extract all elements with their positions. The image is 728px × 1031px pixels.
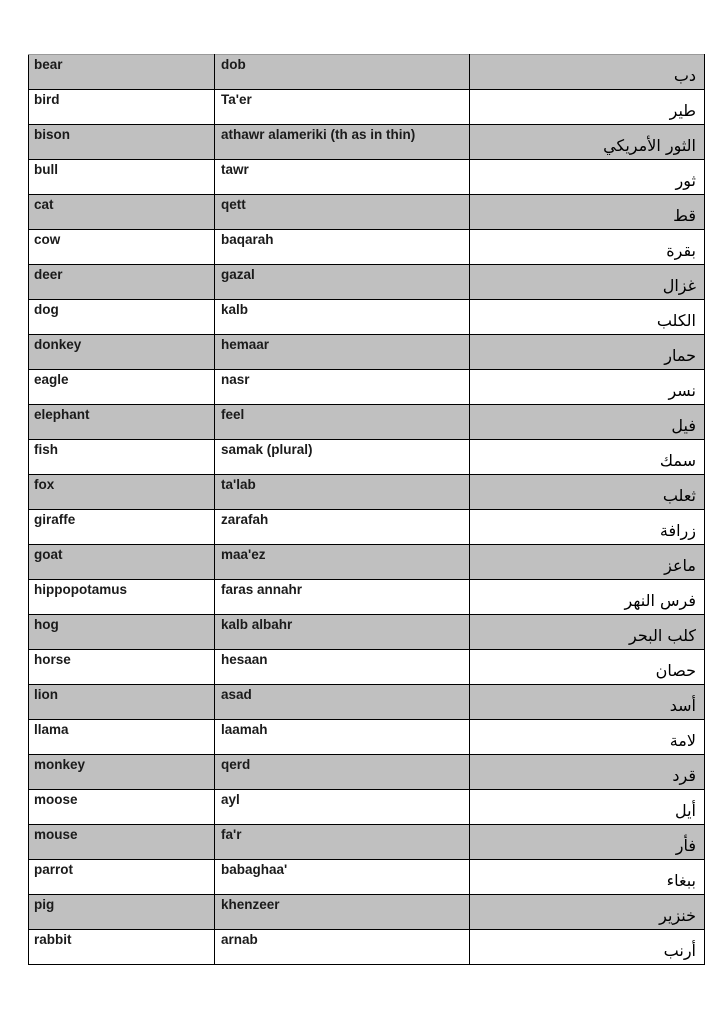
transliteration-cell — [215, 825, 470, 860]
arabic-cell — [470, 90, 705, 125]
transliteration: qett — [221, 197, 246, 212]
english-word: pig — [34, 897, 55, 912]
arabic-word: خنزير — [659, 906, 696, 925]
arabic-word: حصان — [655, 661, 696, 680]
transliteration-cell — [215, 685, 470, 720]
transliteration: kalb albahr — [221, 617, 293, 632]
table-row — [29, 685, 705, 720]
transliteration: ta'lab — [221, 477, 256, 492]
arabic-cell — [470, 895, 705, 930]
transliteration-cell — [215, 580, 470, 615]
english-cell — [29, 895, 215, 930]
english-word: moose — [34, 792, 78, 807]
english-cell — [29, 790, 215, 825]
arabic-word: زرافة — [659, 521, 696, 540]
arabic-word: دب — [673, 66, 696, 85]
english-word: monkey — [34, 757, 86, 772]
arabic-word: فيل — [671, 416, 696, 435]
table-row — [29, 860, 705, 895]
transliteration: fa'r — [221, 827, 242, 842]
animal-vocabulary-table — [28, 54, 705, 965]
english-cell — [29, 230, 215, 265]
transliteration-cell — [215, 160, 470, 195]
transliteration: gazal — [221, 267, 255, 282]
english-word: donkey — [34, 337, 82, 352]
transliteration: babaghaa' — [221, 862, 288, 877]
english-word: giraffe — [34, 512, 76, 527]
english-word: hippopotamus — [34, 582, 127, 597]
english-word: hog — [34, 617, 59, 632]
english-cell — [29, 510, 215, 545]
english-cell — [29, 440, 215, 475]
arabic-cell — [470, 300, 705, 335]
transliteration-cell — [215, 265, 470, 300]
english-word: llama — [34, 722, 69, 737]
transliteration: asad — [221, 687, 252, 702]
table-row — [29, 230, 705, 265]
table-row — [29, 370, 705, 405]
transliteration-cell — [215, 930, 470, 965]
english-cell — [29, 615, 215, 650]
transliteration: kalb — [221, 302, 249, 317]
table-row — [29, 545, 705, 580]
arabic-cell — [470, 335, 705, 370]
arabic-cell — [470, 650, 705, 685]
transliteration: qerd — [221, 757, 251, 772]
arabic-cell — [470, 370, 705, 405]
transliteration-cell — [215, 55, 470, 90]
english-cell — [29, 650, 215, 685]
arabic-word: كلب البحر — [628, 626, 696, 645]
table-row — [29, 90, 705, 125]
english-word: goat — [34, 547, 63, 562]
table-row — [29, 160, 705, 195]
arabic-word: أسد — [669, 696, 696, 715]
table-row — [29, 405, 705, 440]
english-cell — [29, 685, 215, 720]
english-cell — [29, 300, 215, 335]
arabic-word: ماعز — [664, 556, 696, 575]
english-word: mouse — [34, 827, 78, 842]
table-row — [29, 720, 705, 755]
arabic-word: ثعلب — [662, 486, 696, 505]
transliteration: faras annahr — [221, 582, 303, 597]
arabic-word: الثور الأمريكي — [603, 136, 696, 155]
transliteration: maa'ez — [221, 547, 266, 562]
english-word: horse — [34, 652, 71, 667]
arabic-word: فأر — [675, 836, 696, 855]
english-cell — [29, 475, 215, 510]
english-cell — [29, 265, 215, 300]
english-word: elephant — [34, 407, 90, 422]
transliteration: arnab — [221, 932, 258, 947]
arabic-cell — [470, 580, 705, 615]
transliteration-cell — [215, 790, 470, 825]
english-cell — [29, 860, 215, 895]
table-row — [29, 335, 705, 370]
arabic-cell — [470, 405, 705, 440]
english-word: deer — [34, 267, 63, 282]
table-row — [29, 300, 705, 335]
transliteration-cell — [215, 510, 470, 545]
arabic-word: بقرة — [666, 241, 696, 260]
transliteration: hesaan — [221, 652, 268, 667]
english-word: cat — [34, 197, 54, 212]
arabic-cell — [470, 510, 705, 545]
arabic-cell — [470, 265, 705, 300]
arabic-word: قرد — [672, 766, 696, 785]
transliteration: dob — [221, 57, 246, 72]
arabic-cell — [470, 685, 705, 720]
arabic-cell — [470, 615, 705, 650]
english-cell — [29, 335, 215, 370]
table-row — [29, 930, 705, 965]
table-row — [29, 650, 705, 685]
english-word: fish — [34, 442, 59, 457]
arabic-cell — [470, 930, 705, 965]
table-row — [29, 55, 705, 90]
english-word: fox — [34, 477, 55, 492]
english-word: rabbit — [34, 932, 72, 947]
english-word: bear — [34, 57, 63, 72]
table-row — [29, 510, 705, 545]
transliteration: baqarah — [221, 232, 274, 247]
transliteration-cell — [215, 90, 470, 125]
english-word: dog — [34, 302, 59, 317]
arabic-word: أيل — [674, 801, 696, 820]
english-cell — [29, 720, 215, 755]
english-word: bull — [34, 162, 58, 177]
transliteration-cell — [215, 615, 470, 650]
transliteration: feel — [221, 407, 245, 422]
english-word: lion — [34, 687, 58, 702]
transliteration-cell — [215, 650, 470, 685]
arabic-cell — [470, 440, 705, 475]
arabic-word: طير — [669, 101, 696, 120]
transliteration: laamah — [221, 722, 268, 737]
transliteration: zarafah — [221, 512, 269, 527]
table-row — [29, 755, 705, 790]
arabic-word: لامة — [669, 731, 696, 750]
transliteration-cell — [215, 125, 470, 160]
transliteration-cell — [215, 895, 470, 930]
english-cell — [29, 545, 215, 580]
english-word: parrot — [34, 862, 74, 877]
arabic-cell — [470, 160, 705, 195]
english-cell — [29, 580, 215, 615]
transliteration: ayl — [221, 792, 240, 807]
arabic-cell — [470, 860, 705, 895]
arabic-cell — [470, 720, 705, 755]
arabic-cell — [470, 790, 705, 825]
transliteration-cell — [215, 475, 470, 510]
transliteration-cell — [215, 370, 470, 405]
arabic-word: ثور — [675, 171, 696, 190]
arabic-word: قط — [673, 206, 696, 225]
transliteration: Ta'er — [221, 92, 252, 107]
english-word: eagle — [34, 372, 69, 387]
transliteration-cell — [215, 440, 470, 475]
transliteration: athawr alameriki (th as in thin) — [221, 127, 416, 142]
vocabulary-table-body — [29, 55, 705, 965]
transliteration: khenzeer — [221, 897, 280, 912]
arabic-word: فرس النهر — [624, 591, 696, 610]
arabic-cell — [470, 195, 705, 230]
english-word: cow — [34, 232, 61, 247]
english-cell — [29, 125, 215, 160]
arabic-word: الكلب — [656, 311, 696, 330]
table-row — [29, 580, 705, 615]
transliteration: hemaar — [221, 337, 270, 352]
arabic-cell — [470, 755, 705, 790]
table-row — [29, 195, 705, 230]
table-row — [29, 125, 705, 160]
table-row — [29, 440, 705, 475]
arabic-cell — [470, 125, 705, 160]
table-row — [29, 615, 705, 650]
arabic-cell — [470, 475, 705, 510]
english-cell — [29, 405, 215, 440]
arabic-word: سمك — [659, 451, 696, 470]
transliteration-cell — [215, 755, 470, 790]
arabic-word: غزال — [662, 276, 696, 295]
transliteration-cell — [215, 230, 470, 265]
arabic-word: نسر — [668, 381, 696, 400]
english-cell — [29, 55, 215, 90]
table-row — [29, 825, 705, 860]
table-row — [29, 475, 705, 510]
table-row — [29, 895, 705, 930]
transliteration: nasr — [221, 372, 250, 387]
arabic-cell — [470, 545, 705, 580]
transliteration-cell — [215, 195, 470, 230]
english-cell — [29, 160, 215, 195]
english-cell — [29, 195, 215, 230]
table-row — [29, 265, 705, 300]
transliteration-cell — [215, 860, 470, 895]
arabic-word: حمار — [664, 346, 696, 365]
transliteration: samak (plural) — [221, 442, 313, 457]
english-cell — [29, 930, 215, 965]
table-row — [29, 790, 705, 825]
transliteration-cell — [215, 545, 470, 580]
arabic-cell — [470, 230, 705, 265]
arabic-cell — [470, 825, 705, 860]
english-cell — [29, 90, 215, 125]
english-word: bird — [34, 92, 60, 107]
english-cell — [29, 755, 215, 790]
english-cell — [29, 825, 215, 860]
transliteration-cell — [215, 335, 470, 370]
arabic-cell — [470, 55, 705, 90]
transliteration-cell — [215, 405, 470, 440]
transliteration-cell — [215, 300, 470, 335]
transliteration-cell — [215, 720, 470, 755]
english-cell — [29, 370, 215, 405]
english-word: bison — [34, 127, 70, 142]
transliteration: tawr — [221, 162, 249, 177]
arabic-word: ببغاء — [666, 871, 696, 890]
arabic-word: أرنب — [663, 941, 696, 960]
